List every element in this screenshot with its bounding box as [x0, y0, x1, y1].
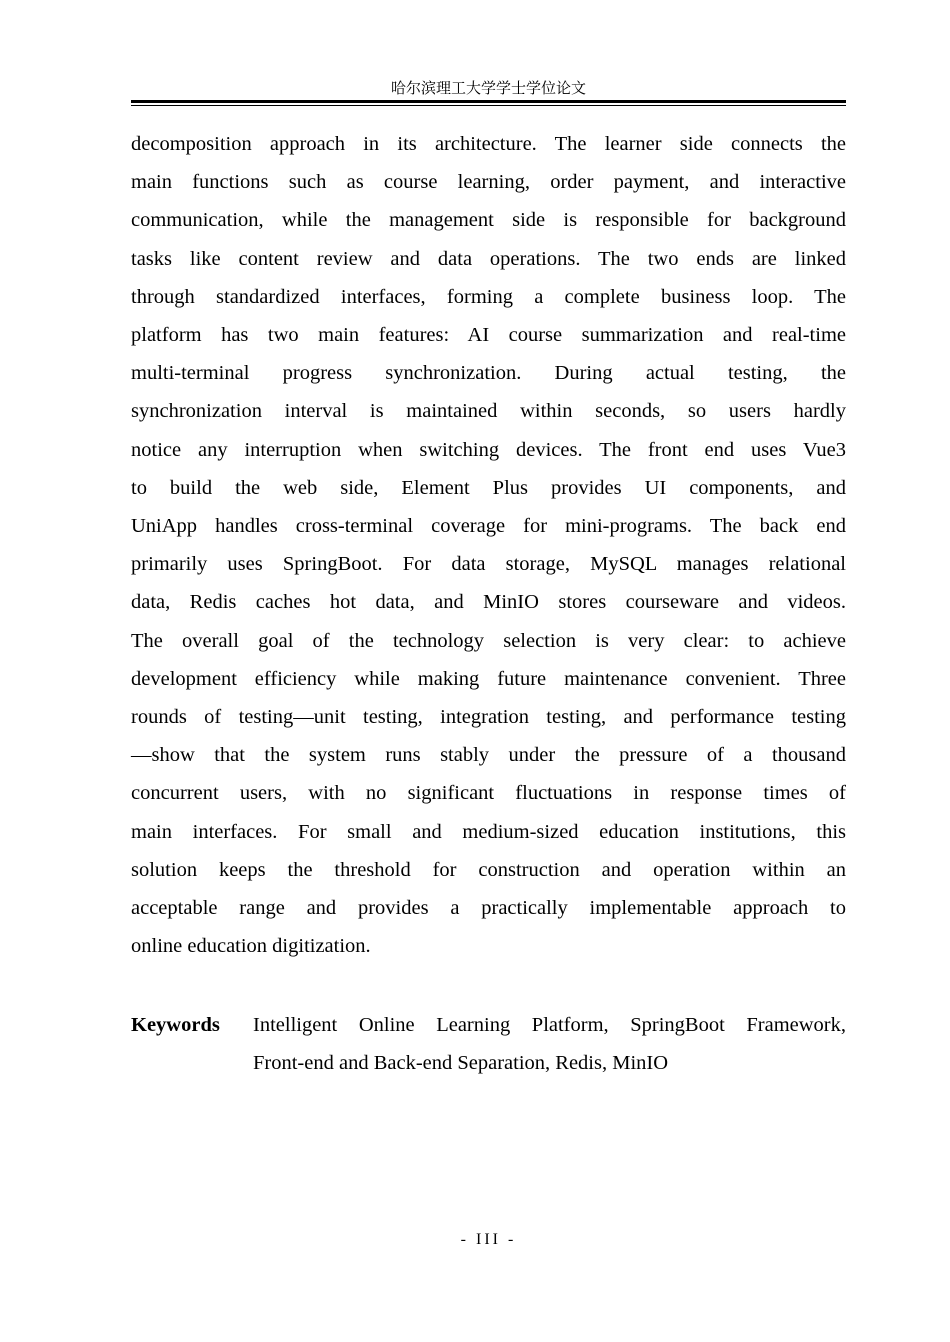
abstract-line: UniApp handles cross-terminal coverage for mini-programs. The back end — [131, 515, 846, 538]
abstract-line: main functions such as course learning, order payment, and interactive — [131, 171, 846, 194]
abstract-line: primarily uses SpringBoot. For data storage, MySQL manages relational — [131, 553, 846, 576]
abstract-paragraph — [131, 125, 846, 965]
abstract-line: development efficiency while making future maintenance convenient. Three — [131, 667, 846, 690]
abstract-line: synchronization interval is maintained within seconds, so users hardly — [131, 400, 846, 423]
keywords-line: Front-end and Back-end Separation, Redis, MinIO — [253, 1052, 669, 1074]
abstract-line: decomposition approach in its architecture. The learner side connects the — [131, 133, 846, 155]
abstract-line: concurrent users, with no significant fluctuations in response times of — [131, 782, 846, 805]
header-rule-thick — [131, 100, 846, 103]
abstract-line: through standardized interfaces, forming a complete business loop. The — [131, 285, 846, 308]
abstract-line: tasks like content review and data operations. The two ends are linked — [131, 247, 846, 270]
abstract-line: solution keeps the threshold for construction and operation within an — [131, 858, 846, 881]
abstract-line: main interfaces. For small and medium-sized education institutions, this — [131, 820, 846, 843]
page-number: - III - — [460, 1231, 517, 1248]
abstract-line: acceptable range and provides a practically implementable approach to — [131, 897, 846, 920]
abstract-line: multi-terminal progress synchronization. During actual testing, the — [131, 362, 846, 385]
keywords-list — [253, 1006, 846, 1082]
abstract-line: communication, while the management side is responsible for background — [131, 209, 846, 232]
abstract-line: —show that the system runs stably under the pressure of a thousand — [131, 744, 846, 767]
abstract-line: platform has two main features: AI course summarization and real-time — [131, 324, 846, 347]
abstract-line: The overall goal of the technology selection is very clear: to achieve — [131, 629, 846, 652]
abstract-line: rounds of testing—unit testing, integration testing, and performance testing — [131, 706, 846, 729]
abstract-line: online education digitization. — [131, 935, 371, 958]
abstract-line: notice any interruption when switching devices. The front end uses Vue3 — [131, 438, 846, 461]
header-rule-thin — [131, 105, 846, 106]
keywords-label: Keywords — [131, 1014, 220, 1036]
abstract-line: to build the web side, Element Plus provides UI components, and — [131, 476, 846, 499]
running-header: 哈尔滨理工大学学士学位论文 — [390, 81, 586, 97]
keywords-line: Intelligent Online Learning Platform, SpringBoot Framework, — [253, 1014, 846, 1036]
abstract-line: data, Redis caches hot data, and MinIO stores courseware and videos. — [131, 591, 846, 614]
